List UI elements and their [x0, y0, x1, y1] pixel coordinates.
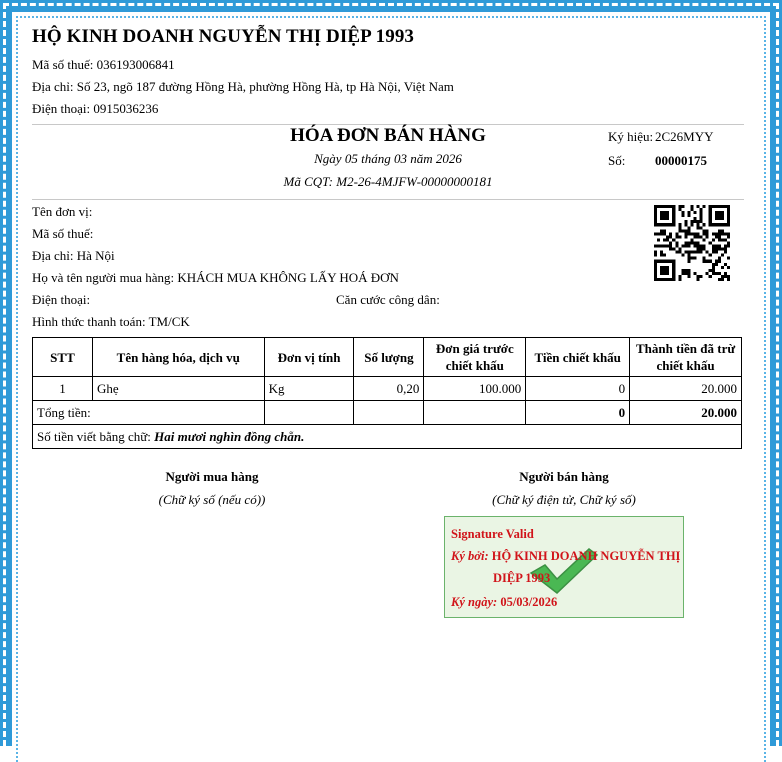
seller-tax-label: Mã số thuế:	[32, 57, 94, 72]
payment-value: TM/CK	[148, 314, 190, 329]
seller-address-value: Số 23, ngõ 187 đường Hồng Hà, phường Hồng Hà, tp Hà Nội, Việt Nam	[76, 79, 454, 94]
invoice-symbol	[608, 129, 714, 145]
buyer-block	[32, 201, 744, 333]
buyer-name-label: Họ và tên người mua hàng:	[32, 270, 175, 285]
invoice-number	[608, 153, 707, 169]
buyer-name-value: KHÁCH MUA KHÔNG LẤY HOÁ ĐƠN	[177, 270, 399, 285]
table-cell-name: Ghẹ	[92, 377, 264, 401]
buyer-address-value: Hà Nội	[76, 248, 115, 263]
signed-by-label: Ký bởi:	[451, 549, 489, 563]
table-cell-empty	[424, 401, 526, 425]
signature-row	[32, 459, 744, 519]
invoice-content	[32, 26, 744, 519]
table-cell-stt: 1	[33, 377, 93, 401]
payment-line	[32, 311, 744, 333]
total-discount: 0	[526, 401, 630, 425]
signed-by-value: HỘ KINH DOANH NGUYỄN THỊ	[491, 549, 681, 563]
buyer-tax-label: Mã số thuế:	[32, 226, 94, 241]
seller-signature-note: (Chữ ký điện tử, Chữ ký số)	[492, 492, 636, 507]
invoice-date: Ngày 05 tháng 03 năm 2026	[314, 151, 462, 166]
amount-words-label: Số tiền viết bằng chữ:	[37, 429, 151, 444]
column-header: Đơn giá trước chiết khấu	[424, 338, 526, 377]
table-header-row	[33, 338, 742, 377]
column-header: Thành tiền đã trừ chiết khấu	[630, 338, 742, 377]
items-table	[32, 337, 742, 425]
table-cell-discount: 0	[526, 377, 630, 401]
buyer-signature-title: Người mua hàng	[165, 469, 259, 484]
buyer-name-line	[32, 267, 744, 289]
amount-words-value: Hai mươi nghìn đồng chẵn.	[154, 429, 305, 444]
table-cell-amount: 20.000	[630, 377, 742, 401]
qr-code	[654, 205, 730, 281]
buyer-tax-line	[32, 223, 744, 245]
invoice-title: HÓA ĐƠN BÁN HÀNG	[290, 125, 486, 146]
signed-by-value-continued: DIỆP 1993	[493, 571, 551, 585]
column-header: STT	[33, 338, 93, 377]
column-header: Đơn vị tính	[264, 338, 354, 377]
invoice-header	[32, 125, 744, 199]
signature-valid-title: Signature Valid	[451, 527, 534, 541]
invoice-symbol-label: Ký hiệu:	[608, 129, 654, 144]
signed-date-line	[451, 595, 557, 610]
table-cell-unit: Kg	[264, 377, 354, 401]
table-cell-price: 100.000	[424, 377, 526, 401]
seller-name: HỘ KINH DOANH NGUYỄN THỊ DIỆP 1993	[32, 26, 415, 47]
seller-signature-title: Người bán hàng	[519, 469, 609, 484]
signed-date-label: Ký ngày:	[451, 595, 498, 609]
buyer-address-label: Địa chỉ:	[32, 248, 74, 263]
buyer-address-line	[32, 245, 744, 267]
table-cell-empty	[354, 401, 424, 425]
seller-tax-line	[32, 54, 744, 76]
buyer-id-label: Căn cước công dân:	[336, 292, 440, 307]
signature-valid-box	[444, 516, 684, 618]
table-cell-empty	[264, 401, 354, 425]
buyer-phone-label: Điện thoại:	[32, 292, 91, 307]
seller-address-label: Địa chỉ:	[32, 79, 74, 94]
buyer-unit-line	[32, 201, 744, 223]
total-label-text: Tổng tiền:	[37, 404, 91, 420]
table-total-row	[33, 401, 742, 425]
total-amount: 20.000	[630, 401, 742, 425]
seller-tax-value: 036193006841	[96, 57, 175, 72]
buyer-signature-note: (Chữ ký số (nếu có))	[158, 492, 266, 507]
seller-phone-line	[32, 98, 744, 120]
invoice-number-value: 00000175	[655, 153, 707, 168]
buyer-unit-label: Tên đơn vị:	[32, 204, 93, 219]
seller-address-line	[32, 76, 744, 98]
signed-by-line	[451, 549, 680, 564]
signed-date-value: 05/03/2026	[500, 595, 558, 609]
total-label	[33, 401, 265, 425]
invoice-number-label: Số:	[608, 153, 626, 168]
table-row	[33, 377, 742, 401]
payment-label: Hình thức thanh toán:	[32, 314, 146, 329]
seller-phone-label: Điện thoại:	[32, 101, 91, 116]
invoice-symbol-value: 2C26MYY	[655, 129, 714, 144]
amount-in-words	[32, 425, 742, 449]
column-header: Tên hàng hóa, dịch vụ	[92, 338, 264, 377]
seller-phone-value: 0915036236	[93, 101, 159, 116]
column-header: Tiền chiết khấu	[526, 338, 630, 377]
divider	[32, 199, 744, 200]
invoice-cqt-code: Mã CQT: M2-26-4MJFW-00000000181	[283, 174, 493, 189]
seller-block	[32, 26, 744, 120]
buyer-phone-line	[32, 289, 744, 311]
column-header: Số lượng	[354, 338, 424, 377]
table-cell-quantity: 0,20	[354, 377, 424, 401]
